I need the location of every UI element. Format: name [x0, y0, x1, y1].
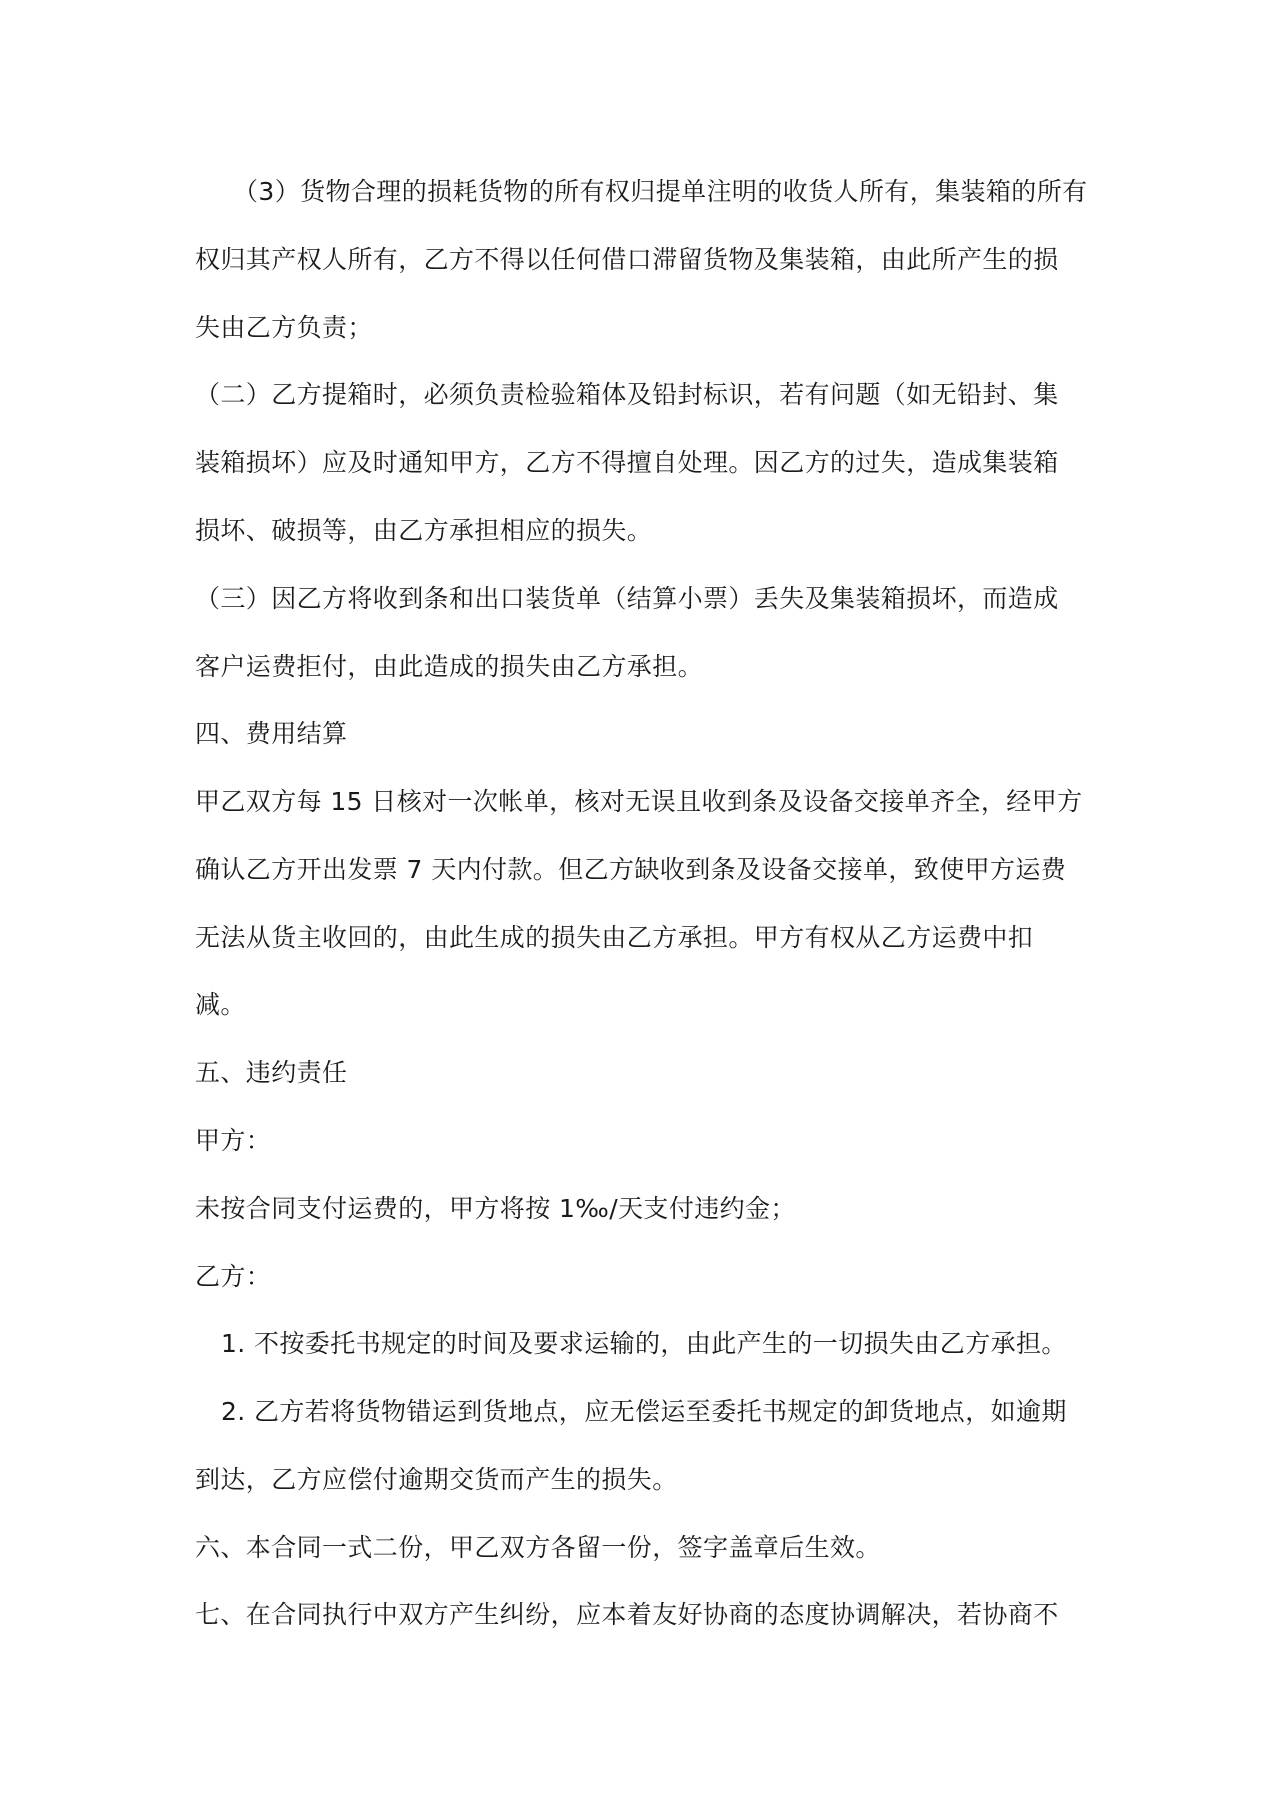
section-heading: 四、费用结算 [195, 719, 348, 748]
paragraph-line: （二）乙方提箱时，必须负责检验箱体及铅封标识，若有问题（如无铅封、集 [195, 380, 1059, 409]
paragraph-line: 确认乙方开出发票 7 天内付款。但乙方缺收到条及设备交接单，致使甲方运费 [195, 855, 1067, 884]
paragraph-line: 甲方： [195, 1126, 272, 1155]
section-heading: 六、本合同一式二份，甲乙双方各留一份，签字盖章后生效。 [195, 1533, 881, 1562]
list-item: 2. 乙方若将货物错运到货地点，应无偿运至委托书规定的卸货地点，如逾期 [221, 1397, 1067, 1426]
paragraph-line: （三）因乙方将收到条和出口装货单（结算小票）丢失及集装箱损坏，而造成 [195, 584, 1059, 613]
paragraph-line: 装箱损坏）应及时通知甲方，乙方不得擅自处理。因乙方的过失，造成集装箱 [195, 448, 1059, 477]
paragraph-line: 减。 [195, 990, 246, 1019]
section-heading: 五、违约责任 [195, 1058, 348, 1087]
paragraph-line: 到达，乙方应偿付逾期交货而产生的损失。 [195, 1465, 678, 1494]
paragraph-line: 无法从货主收回的，由此生成的损失由乙方承担。甲方有权从乙方运费中扣 [195, 923, 1034, 952]
section-heading: 七、在合同执行中双方产生纠纷，应本着友好协商的态度协调解决，若协商不 [195, 1600, 1059, 1629]
list-item: 1. 不按委托书规定的时间及要求运输的，由此产生的一切损失由乙方承担。 [221, 1329, 1067, 1358]
paragraph-line: （3）货物合理的损耗货物的所有权归提单注明的收货人所有，集装箱的所有 [233, 177, 1088, 206]
paragraph-line: 乙方： [195, 1262, 272, 1291]
paragraph-line: 未按合同支付运费的，甲方将按 1‰/天支付违约金； [195, 1194, 796, 1223]
paragraph-line: 失由乙方负责； [195, 313, 373, 342]
paragraph-line: 权归其产权人所有，乙方不得以任何借口滞留货物及集装箱，由此所产生的损 [195, 245, 1059, 274]
paragraph-line: 客户运费拒付，由此造成的损失由乙方承担。 [195, 652, 704, 681]
paragraph-line: 甲乙双方每 15 日核对一次帐单，核对无误且收到条及设备交接单齐全，经甲方 [195, 787, 1083, 816]
paragraph-line: 损坏、破损等，由乙方承担相应的损失。 [195, 516, 653, 545]
